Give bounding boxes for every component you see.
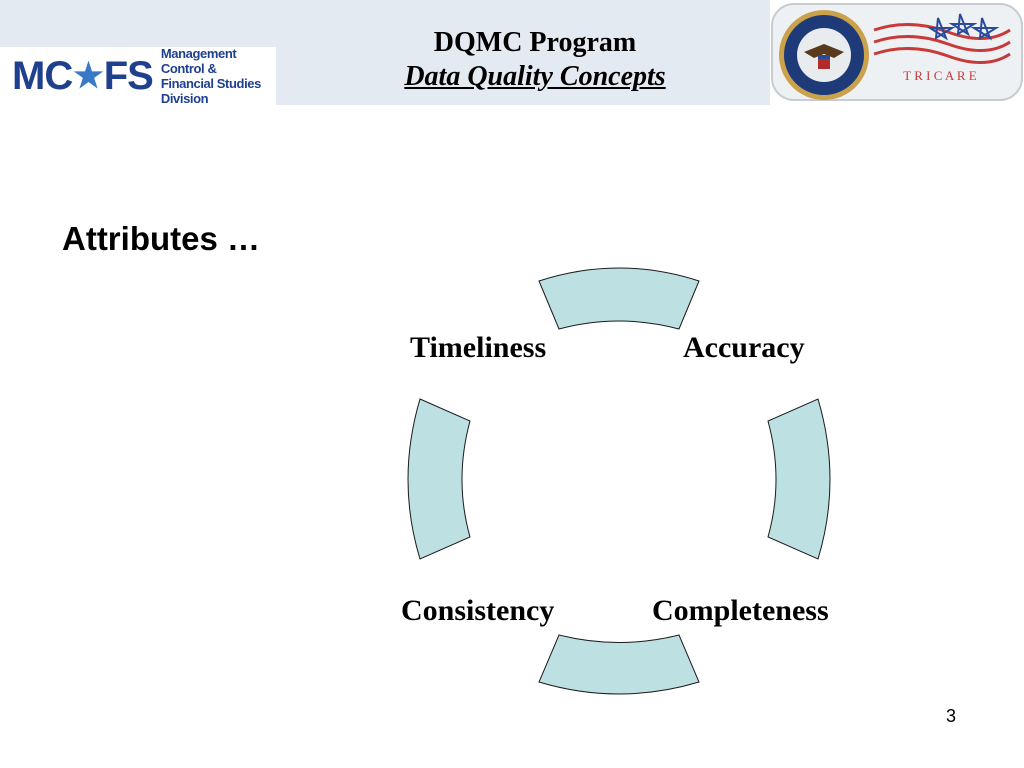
page-number: 3 [946,706,957,726]
page-subtitle: Data Quality Concepts [404,61,666,92]
mcfs-logo-mark-left: MC [12,54,73,98]
attribute-label-consistency: Consistency [401,594,555,627]
attributes-heading: Attributes … [62,220,260,257]
mcfs-logo-line1: Management Control & [160,46,237,76]
mcfs-logo-mark-right: FS [103,54,153,98]
mcfs-logo-line2: Financial Studies Division [160,76,261,106]
cycle-segment-left [408,399,470,559]
attribute-label-accuracy: Accuracy [683,331,805,364]
cycle-segment-top [539,268,699,329]
attribute-label-timeliness: Timeliness [410,331,547,364]
page-title: DQMC Program [433,27,637,58]
cycle-segment-right [768,399,830,559]
tricare-wordmark: T R I C A R E [903,68,977,83]
star-icon: ★ [73,57,103,95]
cycle-segment-bottom [539,635,699,694]
attribute-label-completeness: Completeness [652,594,829,627]
